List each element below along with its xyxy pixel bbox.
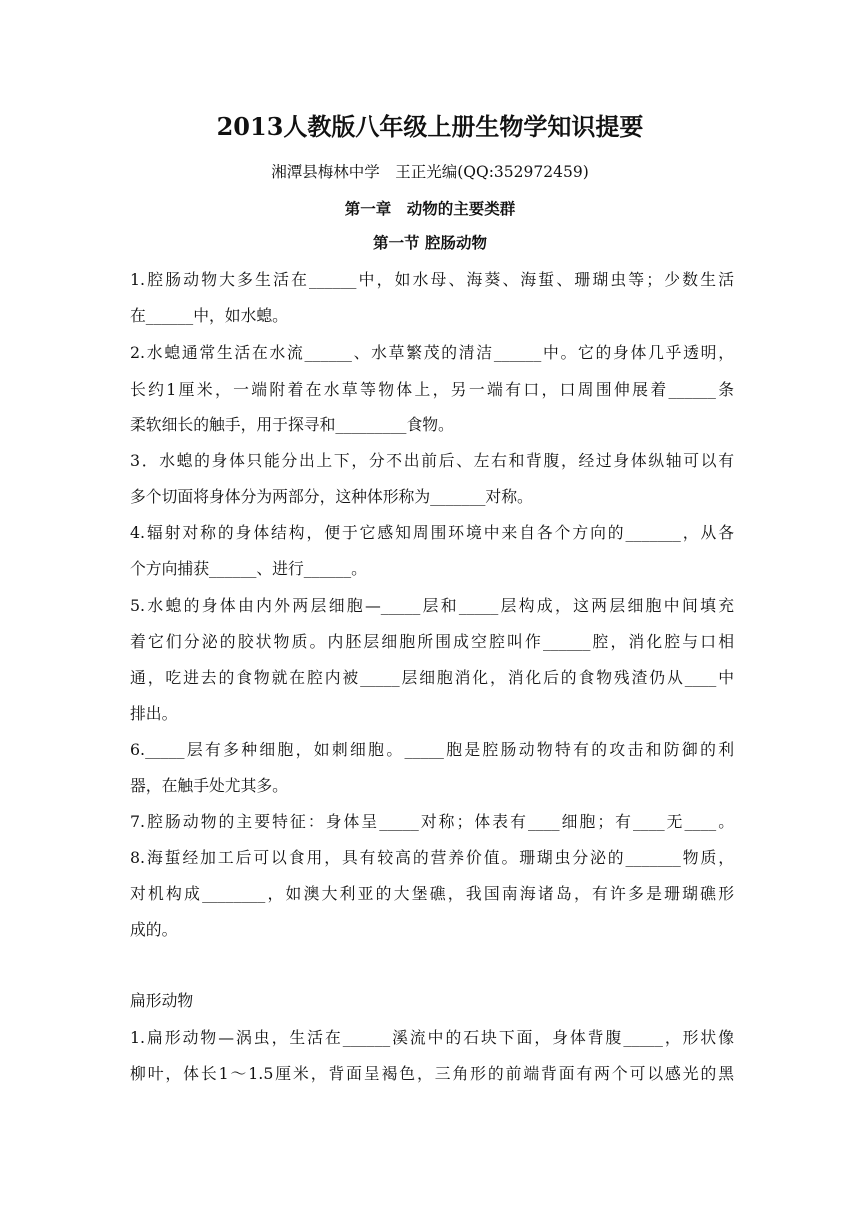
text-line: 6._____层有多种细胞，如刺细胞。_____胞是腔肠动物特有的攻击和防御的利 [130,740,734,759]
text-line: 7.腔肠动物的主要特征：身体呈_____对称；体表有____细胞；有____无____。 [130,812,734,831]
text-line: 8.海蜇经加工后可以食用，具有较高的营养价值。珊瑚虫分泌的_______物质， [130,848,734,867]
text-line: 柳叶，体长1～1.5厘米，背面呈褐色，三角形的前端背面有两个可以感光的黑 [130,1064,734,1083]
text-line: 在______中，如水螅。 [130,306,288,325]
document-title: 2013人教版八年级上册生物学知识提要 [216,112,644,141]
text-line: 2.水螅通常生活在水流______、水草繁茂的清洁______中。它的身体几乎透明， [130,343,734,362]
text-line: 3．水螅的身体只能分出上下，分不出前后、左右和背腹，经过身体纵轴可以有 [130,451,734,470]
text-line: 器，在触手处尤其多。 [130,776,288,795]
text-line: 多个切面将身体分为两部分，这种体形称为_______对称。 [130,487,533,506]
text-line: 5.水螅的身体由内外两层细胞—_____层和_____层构成，这两层细胞中间填充 [130,596,734,615]
author-line: 湘潭县梅林中学 王正光编(QQ:352972459) [271,163,589,181]
section-heading: 第一节 腔肠动物 [373,233,487,252]
subsection-heading: 扁形动物 [130,991,194,1010]
text-line: 柔软细长的触手，用于探寻和_________食物。 [130,415,454,434]
text-line: 个方向捕获______、进行______。 [130,559,367,578]
text-line: 成的。 [130,920,178,939]
text-line: 通，吃进去的食物就在腔内被_____层细胞消化，消化后的食物残渣仍从____中 [130,668,734,687]
text-line: 长约1厘米，一端附着在水草等物体上，另一端有口，口周围伸展着______条 [130,380,734,399]
text-line: 排出。 [130,704,178,723]
text-line: 对机构成________，如澳大利亚的大堡礁，我国南海诸岛，有许多是珊瑚礁形 [130,884,734,903]
chapter-heading: 第一章 动物的主要类群 [344,199,516,218]
text-line: 1.扁形动物—涡虫，生活在______溪流中的石块下面，身体背腹_____，形状像 [130,1028,734,1047]
text-line: 1.腔肠动物大多生活在______中，如水母、海葵、海蜇、珊瑚虫等；少数生活 [130,270,734,289]
text-line: 4.辐射对称的身体结构，便于它感知周围环境中来自各个方向的_______，从各 [130,523,734,542]
text-line: 着它们分泌的胶状物质。内胚层细胞所围成空腔叫作______腔，消化腔与口相 [130,632,734,651]
